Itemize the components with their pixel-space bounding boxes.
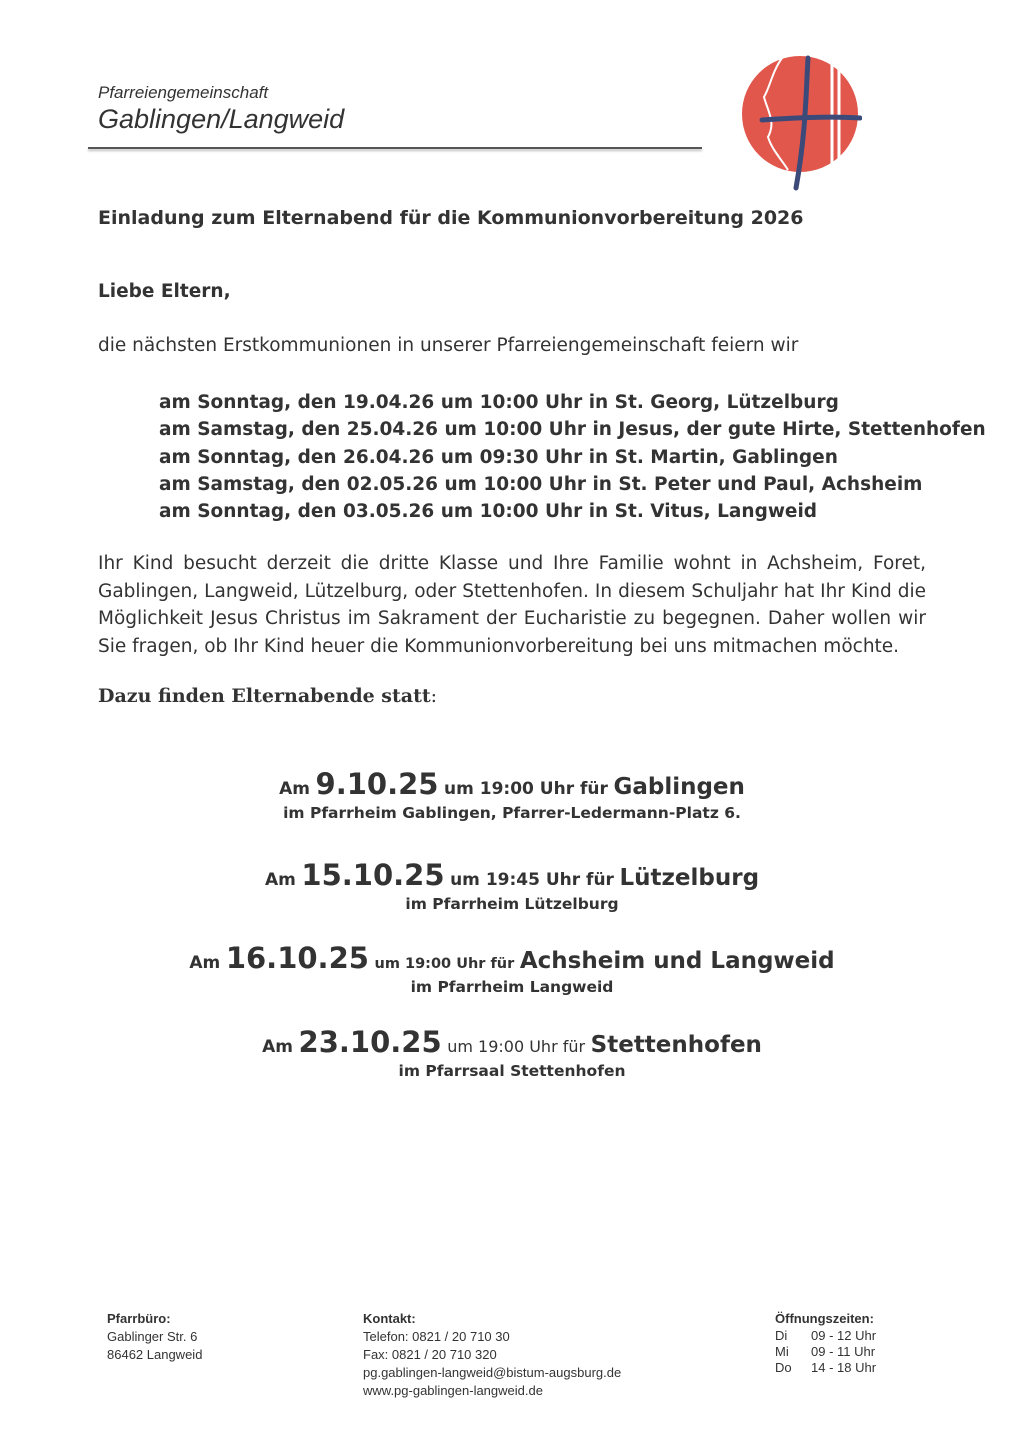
event-am: Am — [264, 870, 296, 890]
meetings-heading: Dazu finden Elternabende statt: — [98, 685, 438, 707]
event-stettenhofen — [0, 1025, 1024, 1080]
event-name: Achsheim und Langweid — [519, 948, 835, 974]
contact-heading: Kontakt: — [363, 1311, 416, 1326]
event-place: im Pfarrheim Lützelburg — [405, 895, 619, 913]
logo-cross-horizontal — [762, 117, 860, 120]
event-date: 16.10.25 — [225, 941, 369, 975]
office-heading: Pfarrbüro: — [107, 1311, 171, 1326]
intro-text: die nächsten Erstkommunionen in unserer Pfarreiengemeinschaft feiern wir — [98, 335, 799, 356]
org-name: Gablingen/Langweid — [98, 104, 345, 134]
event-time: um 19:45 Uhr für — [450, 870, 614, 890]
event-am: Am — [189, 953, 221, 973]
contact-email[interactable]: pg.gablingen-langweid@bistum-augsburg.de — [363, 1365, 622, 1380]
communion-date: am Sonntag, den 03.05.26 um 10:00 Uhr in St. Vitus, Langweid — [159, 501, 818, 523]
event-achsheim-langweid — [0, 941, 1024, 996]
hours-time: 14 - 18 Uhr — [811, 1360, 877, 1375]
letter-title: Einladung zum Elternabend für die Kommunionvorbereitung 2026 — [98, 207, 804, 229]
footer-office — [107, 1310, 202, 1364]
event-place: im Pfarrheim Gablingen, Pfarrer-Ledermann-Platz 6. — [283, 804, 741, 822]
org-subtitle: Pfarreiengemeinschaft — [98, 83, 269, 102]
hours-time: 09 - 11 Uhr — [811, 1344, 876, 1359]
footer-opening-hours — [775, 1310, 876, 1376]
parish-logo-icon — [742, 52, 862, 192]
event-place: im Pfarrsaal Stettenhofen — [398, 1062, 626, 1080]
event-time: um 19:00 Uhr für — [444, 779, 608, 799]
event-date: 23.10.25 — [298, 1025, 442, 1059]
event-am: Am — [279, 779, 310, 799]
event-time: um 19:00 Uhr für — [374, 956, 515, 972]
communion-date: am Sonntag, den 26.04.26 um 09:30 Uhr in St. Martin, Gablingen — [159, 446, 838, 468]
hours-day: Mi — [775, 1344, 789, 1359]
event-time: um 19:00 Uhr für — [447, 1037, 586, 1056]
greeting: Liebe Eltern, — [98, 281, 231, 302]
contact-website[interactable]: www.pg-gablingen-langweid.de — [363, 1383, 543, 1398]
header-divider — [88, 147, 702, 149]
contact-phone: Telefon: 0821 / 20 710 30 — [363, 1329, 510, 1344]
office-street: Gablinger Str. 6 — [107, 1329, 198, 1344]
event-date: 15.10.25 — [301, 858, 445, 892]
hours-day: Do — [775, 1360, 792, 1375]
hours-day: Di — [775, 1328, 788, 1343]
event-name: Gablingen — [613, 774, 745, 800]
communion-date: am Samstag, den 02.05.26 um 10:00 Uhr in St. Peter und Paul, Achsheim — [159, 473, 923, 495]
event-gablingen — [0, 767, 1024, 822]
communion-date: am Sonntag, den 19.04.26 um 10:00 Uhr in St. Georg, Lützelburg — [159, 392, 839, 413]
hours-heading: Öffnungszeiten: — [775, 1311, 874, 1326]
event-am: Am — [262, 1037, 293, 1057]
event-name: Stettenhofen — [590, 1032, 762, 1058]
hours-time: 09 - 12 Uhr — [811, 1328, 877, 1343]
hours-table — [775, 1328, 876, 1376]
event-luetzelburg — [0, 858, 1024, 913]
communion-dates-list — [159, 389, 986, 525]
event-name: Lützelburg — [619, 865, 760, 891]
event-place: im Pfarrheim Langweid — [410, 978, 614, 996]
footer-contact — [363, 1310, 621, 1400]
event-date: 9.10.25 — [315, 767, 439, 801]
contact-fax: Fax: 0821 / 20 710 320 — [363, 1347, 497, 1362]
office-city: 86462 Langweid — [107, 1347, 203, 1362]
communion-date: am Samstag, den 25.04.26 um 10:00 Uhr in Jesus, der gute Hirte, Stettenhofen — [159, 419, 986, 441]
info-paragraph: Ihr Kind besucht derzeit die dritte Klasse und Ihre Familie wohnt in Achsheim, Foret, Gablingen, Langweid, Lützelburg, oder Stettenhofen. In diesem Schuljahr hat Ihr Kind die Möglichkeit Jesus Christus im Sakrament der Eucharistie zu begegnen. Daher wollen wir Sie fragen, ob Ihr Kind heuer die Kommunionvorbereitung bei uns mitmachen möchte. — [98, 553, 926, 657]
